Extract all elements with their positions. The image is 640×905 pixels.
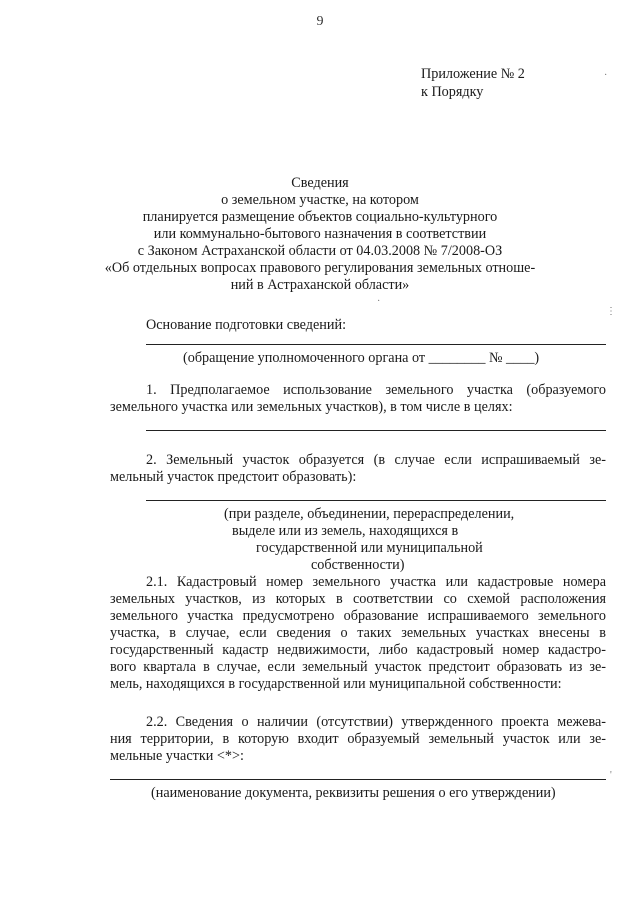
- title-line-5: с Законом Астраханской области от 04.03.2008 № 7/2008-ОЗ: [137, 243, 503, 259]
- section-2-1-line-3: земельного участка предусмотрено образование испрашиваемого земельного: [110, 608, 606, 624]
- section-2-line-1: 2. Земельный участок образуется (в случае если испрашиваемый зе-: [146, 452, 606, 468]
- appendix-number: Приложение № 2: [421, 66, 525, 82]
- section-2-caption-1: (при разделе, объединении, перераспределении,: [224, 506, 515, 522]
- section-1-line-2: земельного участка или земельных участков), в том числе в целях:: [110, 399, 513, 415]
- section-2-1-line-7: мель, находящихся в государственной или муниципальной собственности:: [110, 676, 562, 692]
- basis-label: Основание подготовки сведений:: [146, 317, 347, 333]
- section-2-fill-line: [146, 500, 606, 501]
- section-2-2-fill-line: [110, 779, 606, 780]
- title-line-7: ний в Астраханской области»: [230, 277, 410, 293]
- scan-mark: ·: [604, 70, 608, 81]
- section-2-2-line-3: мельные участки <*>:: [110, 748, 244, 764]
- section-1-fill-line: [146, 430, 606, 431]
- section-2-caption-2: выделе или из земель, находящихся в: [232, 523, 459, 539]
- basis-caption: (обращение уполномоченного органа от ________ № ____): [183, 350, 540, 366]
- section-2-1-line-1: 2.1. Кадастровый номер земельного участка или кадастровые номера: [146, 574, 606, 590]
- section-2-1-line-4: участка, в случае, если сведения о таких земельных участках внесены в: [110, 625, 606, 641]
- section-2-1-line-2: земельных участков, из которых в соответствии со схемой расположения: [110, 591, 606, 607]
- scan-mark: ': [610, 770, 612, 781]
- document-title: Сведения: [291, 175, 349, 191]
- scan-mark: ·: [377, 296, 381, 307]
- section-1-line-1: 1. Предполагаемое использование земельного участка (образуемого: [146, 382, 606, 398]
- section-2-1-line-5: государственный кадастр недвижимости, либо кадастровый номер кадастро-: [110, 642, 606, 658]
- section-2-caption-4: собственности): [311, 557, 405, 573]
- page-number: 9: [316, 14, 324, 29]
- title-line-4: или коммунально-бытового назначения в соответствии: [153, 226, 487, 242]
- title-line-2: о земельном участке, на котором: [221, 192, 419, 208]
- title-line-3: планируется размещение объектов социально-культурного: [142, 209, 498, 225]
- section-2-1-line-6: вого квартала в случае, если земельный участок предстоит образовать из зе-: [110, 659, 606, 675]
- section-2-2-line-1: 2.2. Сведения о наличии (отсутствии) утвержденного проекта межева-: [146, 714, 606, 730]
- section-2-2-line-2: ния территории, в которую входит образуемый земельный участок или зе-: [110, 731, 606, 747]
- basis-fill-line: [146, 344, 606, 345]
- section-2-line-2: мельный участок предстоит образовать):: [110, 469, 357, 485]
- section-2-caption-3: государственной или муниципальной: [256, 540, 483, 556]
- scan-mark: ⋮: [606, 306, 616, 317]
- section-2-2-caption: (наименование документа, реквизиты решения о его утверждении): [151, 785, 556, 801]
- appendix-order-ref: к Порядку: [421, 84, 484, 100]
- title-line-6: «Об отдельных вопросах правового регулирования земельных отноше-: [104, 260, 536, 276]
